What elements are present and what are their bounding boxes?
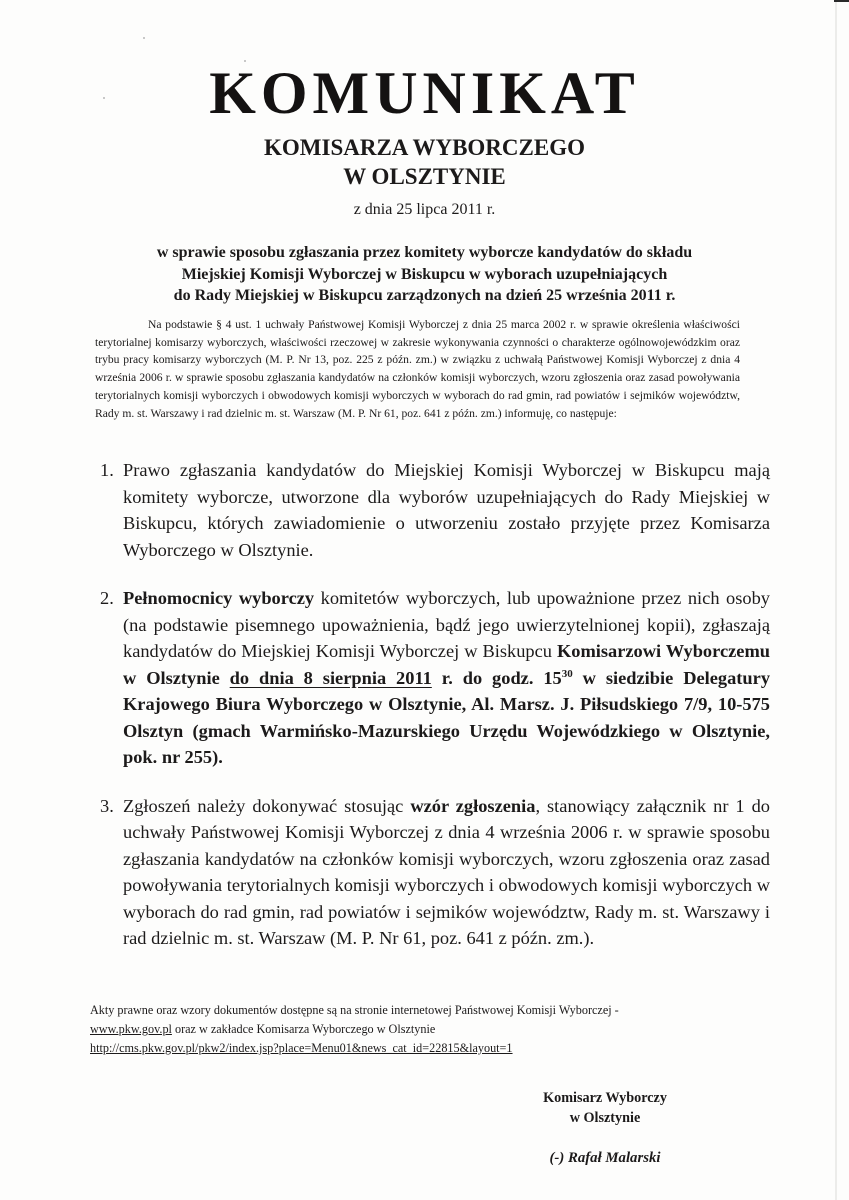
- deadline-time-minutes: 30: [561, 667, 573, 680]
- point-text: Zgłoszeń należy dokonywać stosując: [123, 795, 411, 816]
- point-number: 3.: [100, 795, 114, 816]
- point-text: komitetów wyborczych, lub upoważnione przez nich osoby (na podstawie pisemnego upoważnienia, bądź jego uwierzytelnionej kopii), zgłaszają kandydatów do Miejskiej Komisji Wyborczej w Biskupcu: [123, 588, 770, 661]
- footer-note: [90, 1001, 810, 1058]
- deadline-time: r. do godz. 15: [431, 667, 562, 688]
- announcement-points: [100, 457, 770, 974]
- point-bold-form: wzór zgłoszenia: [410, 795, 536, 816]
- subject-line: w sprawie sposobu zgłaszania przez komitety wyborcze kandydatów do składu: [156, 244, 693, 261]
- document-subtitle: [0, 133, 849, 191]
- point-bold-lead: Pełnomocnicy wyborczy: [123, 588, 315, 608]
- point-bold-recipient: Komisarzowi Wyborczemu w Olsztynie: [123, 641, 770, 688]
- subject-line: do Rady Miejskiej w Biskupcu zarządzonych na dzień 25 września 2011 r.: [173, 287, 676, 304]
- footer-text: Akty prawne oraz wzory dokumentów dostępne są na stronie internetowej Państwowej Komisji Wyborczej -: [90, 1003, 619, 1017]
- commissioner-page-link[interactable]: http://cms.pkw.gov.pl/pkw2/index.jsp?place=Menu01&news_cat_id=22815&layout=1: [90, 1041, 513, 1055]
- footer-text: oraz w zakładce Komisarza Wyborczego w Olsztynie: [171, 1022, 436, 1036]
- point-item: [100, 585, 770, 771]
- signature-name: (-) Rafał Malarski: [549, 1150, 661, 1166]
- signature-role: Komisarz Wyborczy: [543, 1090, 667, 1106]
- point-text: Prawo zgłaszania kandydatów do Miejskiej Komisji Wyborczej w Biskupcu mają komitety wyborcze, utworzone dla wyborów uzupełniających do Rady Miejskiej w Biskupcu, których zawiadomienie o utworzeniu zostało przyjęte przez Komisarza Wyborczego w Olsztynie.: [123, 460, 770, 560]
- point-item: [100, 457, 770, 563]
- point-number: 1.: [100, 460, 114, 480]
- submission-address: w siedzibie Delegatury Krajowego Biura Wyborczego w Olsztynie, Al. Marsz. J. Piłsudskiego 7/9, 10-575 Olsztyn (gmach Warmińsko-Mazurskiego Urzędu Wojewódzkiego w Olsztynie, pok. nr 255).: [123, 667, 771, 767]
- subtitle-line-1: KOMISARZA WYBORCZEGO: [264, 135, 585, 160]
- signature-location: w Olsztynie: [569, 1110, 641, 1126]
- deadline-date: do dnia 8 sierpnia 2011: [229, 667, 432, 688]
- scan-speck: [143, 37, 145, 39]
- document-title: KOMUNIKAT: [209, 60, 640, 126]
- document-date: z dnia 25 lipca 2011 r.: [353, 201, 496, 218]
- point-number: 2.: [100, 588, 114, 608]
- subject-line: Miejskiej Komisji Wyborczej w Biskupcu w wyborach uzupełniających: [181, 265, 668, 283]
- point-text: , stanowiący załącznik nr 1 do uchwały Państwowej Komisji Wyborczej z dnia 4 września 2006 r. w sprawie sposobu zgłaszania kandydatów na członków komisji wyborczych, wzoru zgłoszenia oraz zasad powoływania terytorialnych komisji wyborczych i obwodowych komisji wyborczych w wyborach do rad gmin, rad powiatów i sejmików województw, Rady m. st. Warszawy i rad dzielnic m. st. Warszaw (M. P. Nr 61, poz. 641 z późn. zm.).: [123, 795, 770, 948]
- pkw-website-link[interactable]: www.pkw.gov.pl: [90, 1022, 172, 1036]
- subtitle-line-2: W OLSZTYNIE: [343, 164, 506, 189]
- document-subject: [0, 242, 849, 307]
- scan-edge-mark: [834, 0, 849, 2]
- legal-basis-paragraph: Na podstawie § 4 ust. 1 uchwały Państwowej Komisji Wyborczej z dnia 25 marca 2002 r. w sprawie określenia właściwości terytorialnej komisarzy wyborczych, właściwości rzeczowej w zakresie wykonywania czynności o charakterze ogólnowojewódzkim oraz trybu pracy komisarzy wyborczych (M. P. Nr 13, poz. 225 z późn. zm.) w związku z uchwałą Państwowej Komisji Wyborczej z dnia 4 września 2006 r. w sprawie sposobu zgłaszania kandydatów na członków komisji wyborczych, wzoru zgłoszenia oraz zasad powoływania terytorialnych komisji wyborczych i obwodowych komisji wyborczych w wyborach do rad gmin, rad powiatów i sejmików województw, Rady m. st. Warszawy i rad dzielnic m. st. Warszaw (M. P. Nr 61, poz. 641 z późn. zm.) informuję, co następuje:: [95, 318, 740, 420]
- point-item: [100, 793, 770, 952]
- signature-block: [480, 1088, 730, 1168]
